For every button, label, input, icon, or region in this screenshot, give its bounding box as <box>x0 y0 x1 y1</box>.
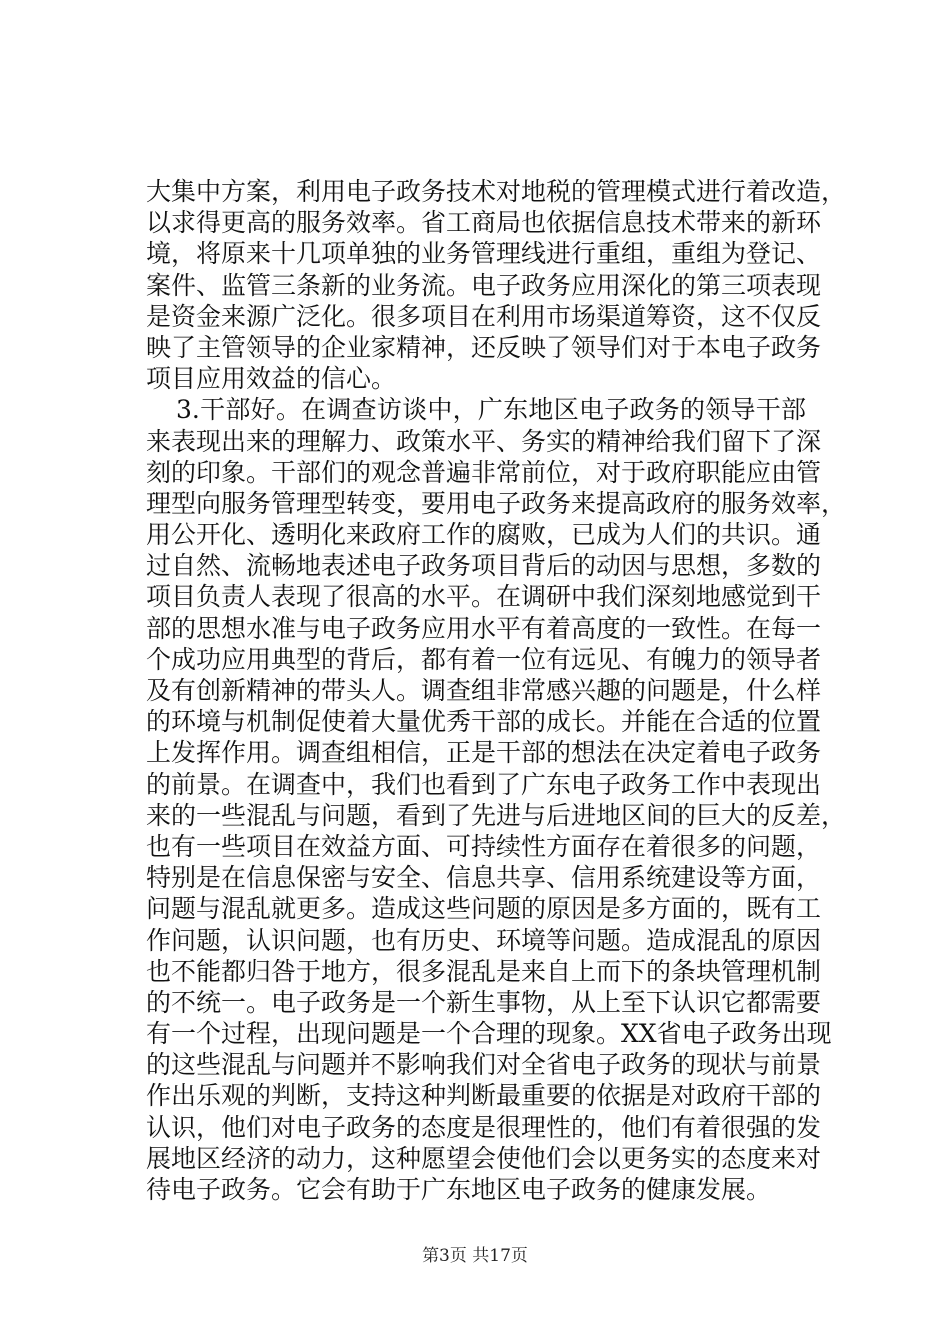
text-line: 的前景。在调查中，我们也看到了广东电子政务工作中表现出 <box>146 769 822 799</box>
text-line: 境，将原来十几项单独的业务管理线进行重组，重组为登记、 <box>146 239 822 269</box>
text-line: 上发挥作用。调查组相信，正是干部的想法在决定着电子政务 <box>146 738 822 768</box>
text-line: 的不统一。电子政务是一个新生事物，从上至下认识它都需要 <box>146 987 822 1017</box>
text-line: 是资金来源广泛化。很多项目在利用市场渠道筹资，这不仅反 <box>146 301 822 331</box>
text-line: 以求得更高的服务效率。省工商局也依据信息技术带来的新环 <box>146 208 822 238</box>
text-line: 项目应用效益的信心。 <box>146 364 397 394</box>
text-line: 有一个过程，出现问题是一个合理的现象。XX省电子政务出现 <box>146 1019 832 1049</box>
text-line: 作出乐观的判断，支持这种判断最重要的依据是对政府干部的 <box>146 1081 822 1111</box>
text-line: 待电子政务。它会有助于广东地区电子政务的健康发展。 <box>146 1175 772 1204</box>
text-line: 案件、监管三条新的业务流。电子政务应用深化的第三项表现 <box>146 270 822 300</box>
text-line: 来表现出来的理解力、政策水平、务实的精神给我们留下了深 <box>146 426 822 456</box>
text-line: 也不能都归咎于地方，很多混乱是来自上而下的条块管理机制 <box>146 956 822 986</box>
text-line: 部的思想水准与电子政务应用水平有着高度的一致性。在每一 <box>146 613 822 643</box>
text-line: 及有创新精神的带头人。调查组非常感兴趣的问题是，什么样 <box>146 676 822 705</box>
text-line: 项目负责人表现了很高的水平。在调研中我们深刻地感觉到干 <box>146 582 822 612</box>
text-line: 也有一些项目在效益方面、可持续性方面存在着很多的问题， <box>146 831 822 861</box>
text-line: 作问题，认识问题，也有历史、环境等问题。造成混乱的原因 <box>146 925 822 955</box>
text-line: 特别是在信息保密与安全、信息共享、信用系统建设等方面， <box>146 863 822 893</box>
text-line: 刻的印象。干部们的观念普遍非常前位，对于政府职能应由管 <box>146 457 822 487</box>
text-line: 用公开化、透明化来政府工作的腐败，已成为人们的共识。通 <box>146 520 822 550</box>
text-line: 过自然、流畅地表述电子政务项目背后的动因与思想，多数的 <box>146 551 822 581</box>
text-line: 理型向服务管理型转变，要用电子政务来提高政府的服务效率， <box>146 488 847 518</box>
text-line: 大集中方案，利用电子政务技术对地税的管理模式进行着改造， <box>146 177 847 206</box>
text-line: 来的一些混乱与问题，看到了先进与后进地区间的巨大的反差， <box>146 800 847 830</box>
body-text <box>146 176 847 1205</box>
text-line: 展地区经济的动力，这种愿望会使他们会以更务实的态度来对 <box>146 1143 822 1173</box>
page-number-footer: 第3页 共17页 <box>422 1246 528 1266</box>
text-line: 3.干部好。在调查访谈中，广东地区电子政务的领导干部 <box>176 395 806 425</box>
text-line: 个成功应用典型的背后，都有着一位有远见、有魄力的领导者 <box>146 644 822 674</box>
text-line: 认识，他们对电子政务的态度是很理性的，他们有着很强的发 <box>146 1112 822 1142</box>
text-line: 的环境与机制促使着大量优秀干部的成长。并能在合适的位置 <box>146 707 822 737</box>
text-line: 问题与混乱就更多。造成这些问题的原因是多方面的，既有工 <box>146 894 822 924</box>
text-line: 的这些混乱与问题并不影响我们对全省电子政务的现状与前景 <box>146 1050 822 1080</box>
text-line: 映了主管领导的企业家精神，还反映了领导们对于本电子政务 <box>146 332 822 362</box>
